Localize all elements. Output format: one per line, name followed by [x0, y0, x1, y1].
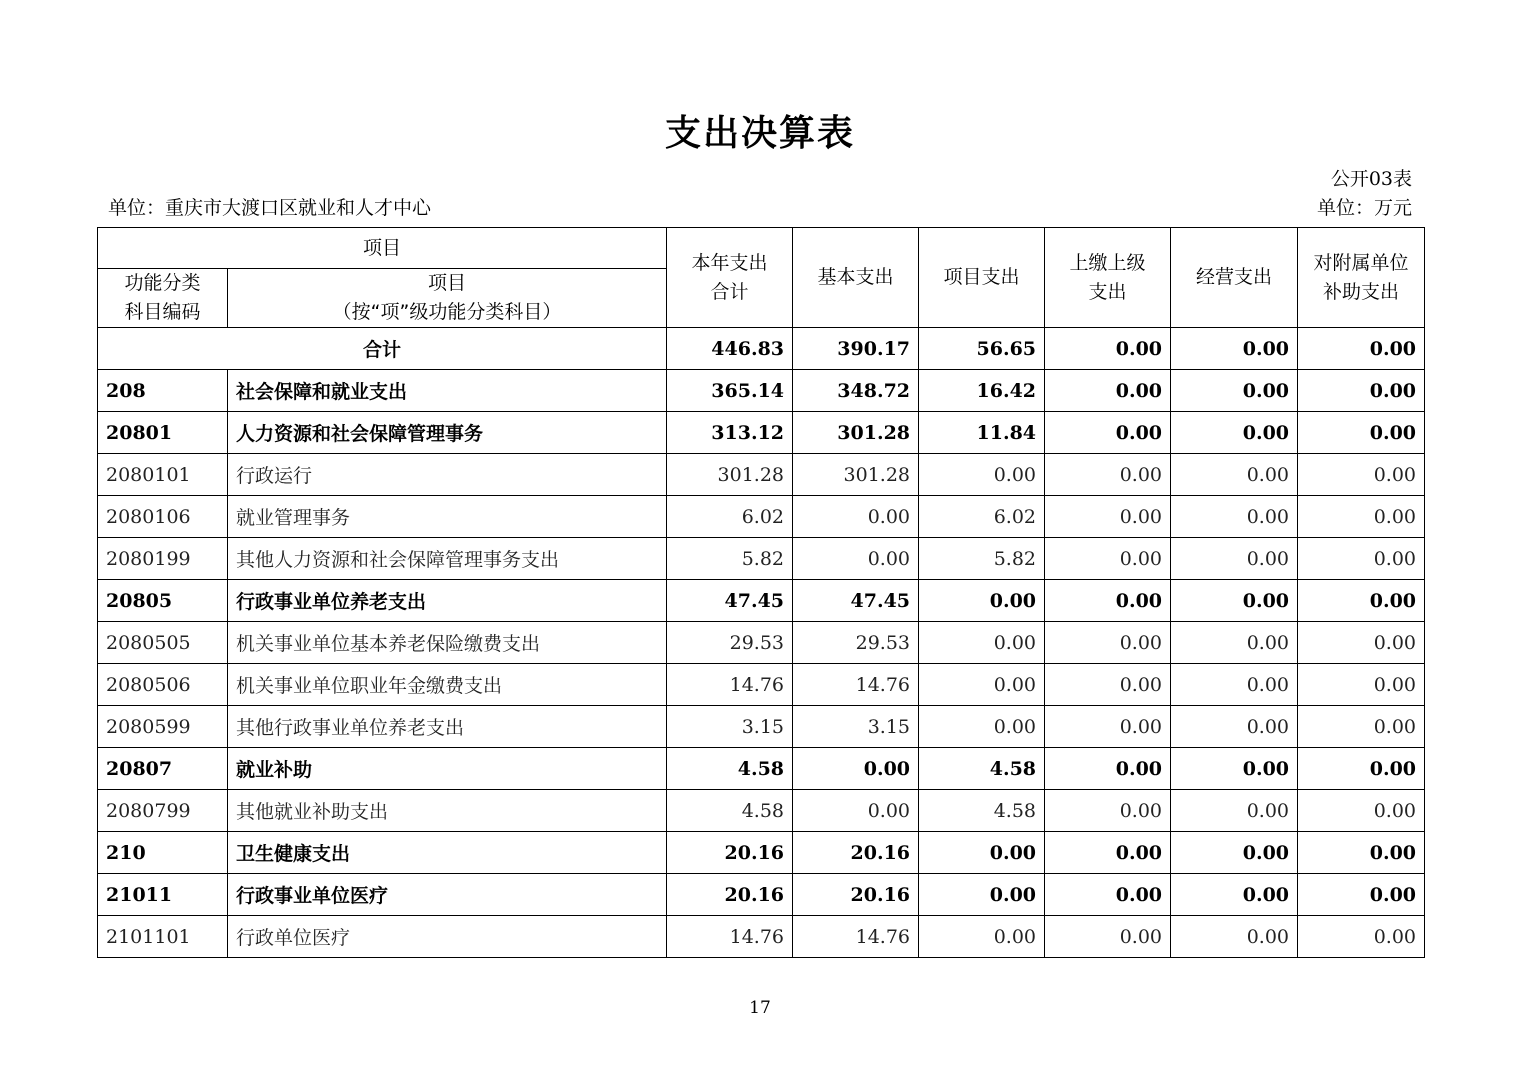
row-value: 20.16: [793, 832, 919, 874]
row-value: 0.00: [1298, 454, 1425, 496]
row-code: 20805: [98, 580, 228, 622]
row-value: 0.00: [1298, 916, 1425, 958]
total-value: 0.00: [1298, 328, 1425, 370]
row-value: 29.53: [793, 622, 919, 664]
row-value: 0.00: [793, 790, 919, 832]
row-code: 210: [98, 832, 228, 874]
row-value: 16.42: [919, 370, 1045, 412]
row-value: 47.45: [793, 580, 919, 622]
row-value: 0.00: [1298, 496, 1425, 538]
row-name: 机关事业单位职业年金缴费支出: [228, 664, 667, 706]
row-name: 行政运行: [228, 454, 667, 496]
page-title: 支出决算表: [664, 113, 855, 154]
row-value: 6.02: [667, 496, 793, 538]
row-value: 0.00: [1171, 748, 1298, 790]
row-value: 0.00: [919, 622, 1045, 664]
row-value: 4.58: [919, 790, 1045, 832]
header-project: 项目支出: [919, 228, 1045, 328]
header-remit: 上缴上级 支出: [1045, 228, 1171, 328]
total-value: 446.83: [667, 328, 793, 370]
row-value: 0.00: [1171, 622, 1298, 664]
total-value: 0.00: [1045, 328, 1171, 370]
currency-unit-label: 单位：万元: [1316, 197, 1412, 219]
row-value: 0.00: [1298, 790, 1425, 832]
row-value: 11.84: [919, 412, 1045, 454]
page-number: 17: [749, 998, 771, 1018]
table-row: [98, 916, 1425, 958]
expenditure-table: [97, 227, 1425, 958]
row-value: 0.00: [1171, 664, 1298, 706]
row-value: 0.00: [919, 580, 1045, 622]
row-value: 14.76: [793, 664, 919, 706]
header-code: 功能分类 科目编码: [98, 269, 228, 328]
header-operation: 经营支出: [1171, 228, 1298, 328]
row-value: 0.00: [919, 916, 1045, 958]
row-value: 0.00: [1171, 496, 1298, 538]
row-value: 0.00: [919, 874, 1045, 916]
table-row: [98, 496, 1425, 538]
row-value: 0.00: [1298, 412, 1425, 454]
row-value: 0.00: [1045, 496, 1171, 538]
row-name: 其他就业补助支出: [228, 790, 667, 832]
row-value: 0.00: [919, 664, 1045, 706]
row-value: 0.00: [1045, 412, 1171, 454]
table-row: [98, 412, 1425, 454]
row-code: 2080106: [98, 496, 228, 538]
row-value: 0.00: [1171, 832, 1298, 874]
row-value: 29.53: [667, 622, 793, 664]
row-value: 0.00: [1171, 790, 1298, 832]
row-value: 0.00: [1045, 832, 1171, 874]
header-basic: 基本支出: [793, 228, 919, 328]
row-value: 0.00: [1171, 706, 1298, 748]
row-value: 301.28: [793, 454, 919, 496]
row-value: 5.82: [919, 538, 1045, 580]
row-code: 2101101: [98, 916, 228, 958]
row-name: 行政事业单位养老支出: [228, 580, 667, 622]
row-value: 0.00: [793, 538, 919, 580]
organization-label: 单位：重庆市大渡口区就业和人才中心: [108, 197, 432, 219]
row-value: 47.45: [667, 580, 793, 622]
total-value: 56.65: [919, 328, 1045, 370]
form-number: 公开03表: [1330, 168, 1412, 190]
table-row: [98, 454, 1425, 496]
row-name: 机关事业单位基本养老保险缴费支出: [228, 622, 667, 664]
row-value: 0.00: [919, 832, 1045, 874]
row-value: 0.00: [1045, 664, 1171, 706]
row-code: 2080599: [98, 706, 228, 748]
row-value: 0.00: [1045, 748, 1171, 790]
row-value: 20.16: [793, 874, 919, 916]
row-value: 0.00: [1045, 916, 1171, 958]
row-value: 0.00: [1171, 580, 1298, 622]
row-value: 20.16: [667, 832, 793, 874]
total-value: 0.00: [1171, 328, 1298, 370]
row-name: 卫生健康支出: [228, 832, 667, 874]
row-value: 0.00: [1298, 370, 1425, 412]
row-value: 14.76: [793, 916, 919, 958]
row-value: 0.00: [1298, 664, 1425, 706]
row-value: 0.00: [1171, 454, 1298, 496]
table-row: [98, 706, 1425, 748]
row-name: 其他行政事业单位养老支出: [228, 706, 667, 748]
row-value: 0.00: [1171, 874, 1298, 916]
header-item: 项目: [98, 228, 667, 269]
row-value: 14.76: [667, 664, 793, 706]
table-row: [98, 622, 1425, 664]
table-body: [98, 328, 1425, 958]
row-value: 0.00: [1045, 790, 1171, 832]
total-value: 390.17: [793, 328, 919, 370]
row-code: 21011: [98, 874, 228, 916]
row-value: 0.00: [1298, 706, 1425, 748]
row-value: 0.00: [1298, 748, 1425, 790]
row-value: 0.00: [793, 496, 919, 538]
total-label: 合计: [98, 328, 667, 370]
header-name: 项目 （按“项”级功能分类科目）: [228, 269, 667, 328]
row-value: 365.14: [667, 370, 793, 412]
row-value: 0.00: [1045, 874, 1171, 916]
row-value: 4.58: [667, 790, 793, 832]
row-code: 20801: [98, 412, 228, 454]
row-code: 2080506: [98, 664, 228, 706]
row-value: 0.00: [1298, 580, 1425, 622]
row-value: 4.58: [667, 748, 793, 790]
row-code: 2080101: [98, 454, 228, 496]
table-row: [98, 748, 1425, 790]
row-value: 0.00: [1298, 874, 1425, 916]
row-code: 208: [98, 370, 228, 412]
row-value: 348.72: [793, 370, 919, 412]
row-code: 2080505: [98, 622, 228, 664]
row-value: 0.00: [1171, 370, 1298, 412]
row-value: 3.15: [793, 706, 919, 748]
row-value: 0.00: [1045, 622, 1171, 664]
row-name: 行政单位医疗: [228, 916, 667, 958]
row-name: 行政事业单位医疗: [228, 874, 667, 916]
row-value: 0.00: [1171, 412, 1298, 454]
row-name: 社会保障和就业支出: [228, 370, 667, 412]
row-value: 0.00: [1298, 832, 1425, 874]
row-name: 就业补助: [228, 748, 667, 790]
row-code: 2080799: [98, 790, 228, 832]
row-value: 0.00: [1045, 706, 1171, 748]
table-row: [98, 580, 1425, 622]
table-row: [98, 370, 1425, 412]
row-value: 3.15: [667, 706, 793, 748]
row-value: 0.00: [1045, 538, 1171, 580]
row-name: 其他人力资源和社会保障管理事务支出: [228, 538, 667, 580]
row-value: 0.00: [919, 454, 1045, 496]
total-row: [98, 328, 1425, 370]
row-value: 0.00: [1045, 370, 1171, 412]
table-row: [98, 538, 1425, 580]
row-value: 313.12: [667, 412, 793, 454]
row-value: 0.00: [1298, 538, 1425, 580]
row-value: 20.16: [667, 874, 793, 916]
row-value: 0.00: [1171, 538, 1298, 580]
row-value: 14.76: [667, 916, 793, 958]
row-value: 6.02: [919, 496, 1045, 538]
header-total: 本年支出 合计: [667, 228, 793, 328]
table-row: [98, 664, 1425, 706]
row-value: 5.82: [667, 538, 793, 580]
row-value: 301.28: [667, 454, 793, 496]
row-value: 4.58: [919, 748, 1045, 790]
row-value: 0.00: [793, 748, 919, 790]
row-value: 0.00: [1045, 454, 1171, 496]
row-value: 0.00: [1171, 916, 1298, 958]
row-value: 301.28: [793, 412, 919, 454]
table-row: [98, 790, 1425, 832]
row-name: 就业管理事务: [228, 496, 667, 538]
row-value: 0.00: [1045, 580, 1171, 622]
row-value: 0.00: [1298, 622, 1425, 664]
row-name: 人力资源和社会保障管理事务: [228, 412, 667, 454]
row-code: 2080199: [98, 538, 228, 580]
row-value: 0.00: [919, 706, 1045, 748]
table-row: [98, 874, 1425, 916]
row-code: 20807: [98, 748, 228, 790]
table-row: [98, 832, 1425, 874]
header-subsidy: 对附属单位 补助支出: [1298, 228, 1425, 328]
